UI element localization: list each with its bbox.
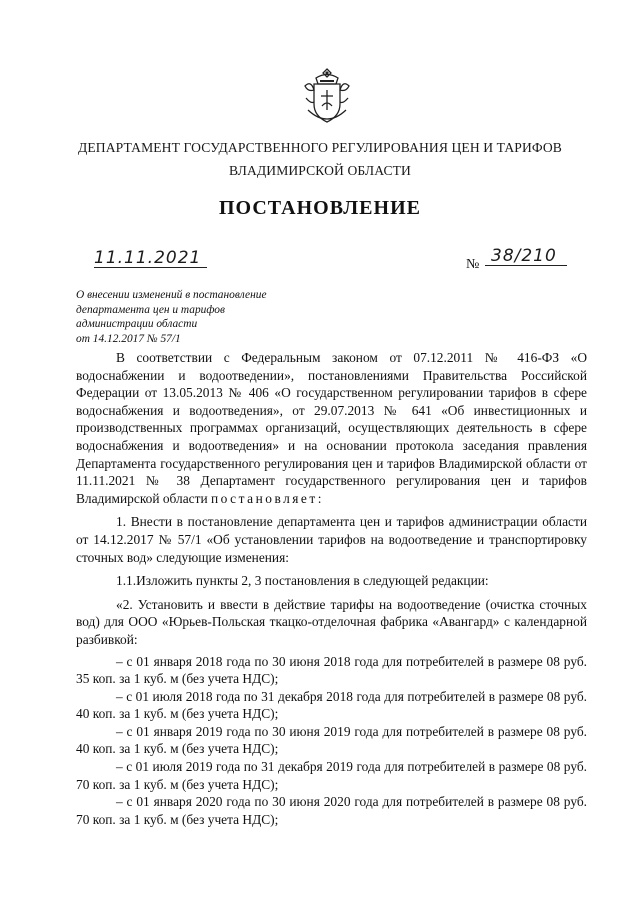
tariff-item: – с 01 января 2019 года по 30 июня 2019 года для потребителей в размере 08 руб. 40 коп. за 1 куб. м (без учета НДС); (76, 723, 587, 757)
tariff-item: – с 01 января 2020 года по 30 июня 2020 года для потребителей в размере 08 руб. 70 коп. за 1 куб. м (без учета НДС); (76, 794, 587, 827)
decree-word: постановляет: (210, 490, 324, 506)
region-name: ВЛАДИМИРСКОЙ ОБЛАСТИ (229, 163, 411, 178)
document-type-title: ПОСТАНОВЛЕНИЕ (219, 197, 421, 219)
subject-line: О внесении изменений в постановление (76, 289, 267, 301)
subject-line: от 14.12.2017 № 57/1 (76, 332, 181, 345)
tariff-item: – с 01 июля 2018 года по 31 декабря 2018 года для потребителей в размере 08 руб. 40 коп. за 1 куб. м (без учета НДС); (76, 688, 587, 722)
document-subject (76, 288, 316, 346)
preamble-paragraph (76, 349, 587, 507)
coat-of-arms-icon (302, 66, 352, 126)
document-number: 38/210 (485, 247, 567, 266)
preamble-text: В соответствии с Федеральным законом от 07.12.2011 № 416-ФЗ «О водоснабжении и водоотведении», постановлениями Правительства Российской Федерации от 13.05.2013 № 406 «О государственном регулировании тарифов в сфере водоснабжения и водоотведения», от 29.07.2013 № 641 «Об инвестиционных и производственных программах организаций, осуществляющих деятельность в сфере водоснабжения и водоотведения» и на основании протокола заседания правления Департамента государственного регулирования цен и тарифов Владимирской области от 11.11.2021 № 38 Департамент государственного регулирования цен и тарифов Владимирской области (76, 350, 587, 506)
subject-line: департамента цен и тарифов (76, 303, 225, 316)
clause-1-1: 1.1.Изложить пункты 2, 3 постановления в следующей редакции: (116, 573, 489, 589)
document-date: 11.11.2021 (94, 249, 207, 268)
tariff-item: – с 01 июля 2019 года по 31 декабря 2019 года для потребителей в размере 08 руб. 70 коп. за 1 куб. м (без учета НДС); (76, 759, 587, 792)
department-name: ДЕПАРТАМЕНТ ГОСУДАРСТВЕННОГО РЕГУЛИРОВАНИЯ ЦЕН И ТАРИФОВ (78, 140, 562, 155)
document-body (76, 349, 587, 828)
number-sign: № (466, 257, 480, 272)
tariff-item: – с 01 января 2018 года по 30 июня 2018 года для потребителей в размере 08 руб. 35 коп. за 1 куб. м (без учета НДС); (76, 653, 587, 687)
clause-1: 1. Внести в постановление департамента цен и тарифов администрации области от 14.12.2017 № 57/1 «Об установлении тарифов на водоотведение и транспортировку сточных вод» следующие изменения: (76, 514, 587, 565)
subject-line: администрации области (76, 318, 198, 330)
clause-2: «2. Установить и ввести в действие тарифы на водоотведение (очистка сточных вод) для ООО «Юрьев-Польская ткацко-отделочная фабрика «Авангард» с календарной разбивкой: (76, 596, 587, 647)
